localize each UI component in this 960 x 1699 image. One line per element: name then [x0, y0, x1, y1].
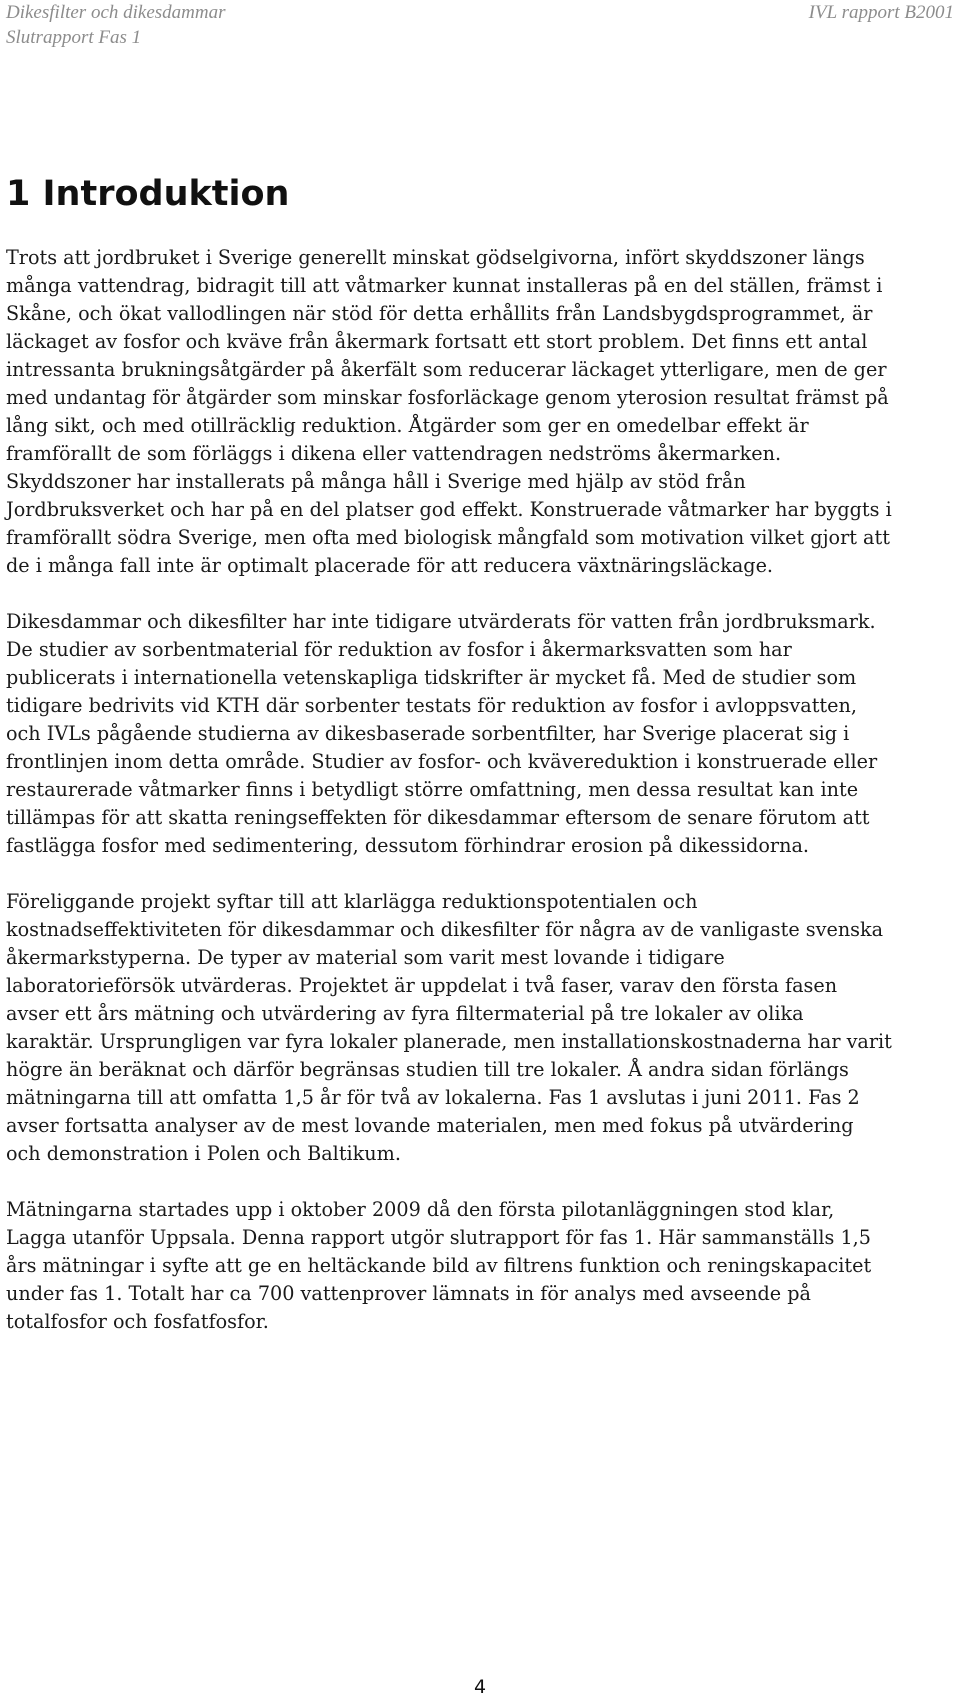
page-number: 4 — [473, 1676, 487, 1698]
paragraph: Trots att jordbruket i Sverige generellt minskat gödselgivorna, infört skyddszoner längs många vattendrag, bidragit till att våtmarker kunnat installeras på en del ställen, främst i Skåne, och ökat vallodlingen när stöd för detta erhållits från Landsbygdsprogrammet, är läckaget av fosfor och kväve från åkermark fortsatt ett stort problem. Det finns ett antal intressanta brukningsåtgärder på åkerfält som reducerar läckaget ytterligare, men de ger med undantag för åtgärder som minskar fosforläckage genom yterosion resultat främst på lång sikt, och med otillräcklig reduktion. Åtgärder som ger en omedelbar effekt är framförallt de som förläggs i dikena eller vattendragen nedströms åkermarken. Skyddszoner har installerats på många håll i Sverige med hjälp av stöd från Jordbruksverket och har på en del platser god effekt. Konstruerade våtmarker har byggts i framförallt södra Sverige, men ofta med biologisk mångfald som motivation vilket gjort att de i många fall inte är optimalt placerade för att reducera växtnäringsläckage. — [6, 246, 892, 577]
report-number: IVL rapport B2001 — [808, 2, 954, 23]
running-header-left — [6, 0, 226, 50]
report-subtitle: Slutrapport Fas 1 — [6, 27, 142, 48]
page-header — [6, 0, 954, 60]
body-text — [6, 244, 892, 1364]
paragraph: Dikesdammar och dikesfilter har inte tidigare utvärderats för vatten från jordbruksmark. De studier av sorbentmaterial för reduktion av fosfor i åkermarksvatten som har publicerats i internationella vetenskapliga tidskrifter är mycket få. Med de studier som tidigare bedrivits vid KTH där sorbenter testats för reduktion av fosfor i avloppsvatten, och IVLs pågående studierna av dikesbaserade sorbentfilter, har Sverige placerat sig i frontlinjen inom detta område. Studier av fosfor- och kvävereduktion i konstruerade eller restaurerade våtmarker finns i betydligt större omfattning, men dessa resultat kan inte tillämpas för att skatta reningseffekten för dikesdammar eftersom de senare förutom att fastlägga fosfor med sedimentering, dessutom förhindrar erosion på dikessidorna. — [6, 610, 878, 857]
report-title: Dikesfilter och dikesdammar — [6, 2, 226, 23]
chapter-heading: 1 Introduktion — [6, 174, 290, 214]
paragraph: Mätningarna startades upp i oktober 2009 då den första pilotanläggningen stod klar, Lagga utanför Uppsala. Denna rapport utgör slutrapport för fas 1. Här sammanställs 1,5 års mätningar i syfte att ge en heltäckande bild av filtrens funktion och reningskapacitet under fas 1. Totalt har ca 700 vattenprover lämnats in för analys med avseende på totalfosfor och fosfatfosfor. — [6, 1198, 872, 1333]
paragraph: Föreliggande projekt syftar till att klarlägga reduktionspotentialen och kostnadseffektiviteten för dikesdammar och dikesfilter för några av de vanligaste svenska åkermarkstyperna. De typer av material som varit mest lovande i tidigare laboratorieförsök utvärderas. Projektet är uppdelat i två faser, varav den första fasen avser ett års mätning och utvärdering av fyra filtermaterial på tre lokaler av olika karaktär. Ursprungligen var fyra lokaler planerade, men installationskostnaderna har varit högre än beräknat och därför begränsas studien till tre lokaler. Å andra sidan förlängs mätningarna till att omfatta 1,5 år för två av lokalerna. Fas 1 avslutas i juni 2011. Fas 2 avser fortsatta analyser av de mest lovande materialen, men med fokus på utvärdering och demonstration i Polen och Baltikum. — [6, 890, 892, 1165]
